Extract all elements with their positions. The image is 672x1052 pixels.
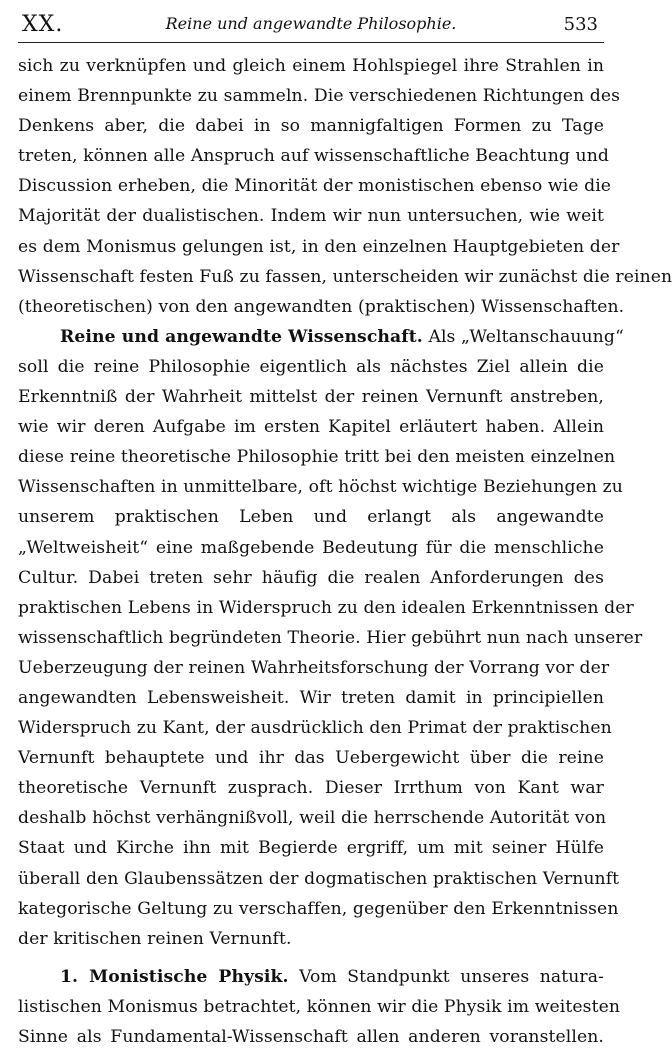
text-line: praktischen Lebens in Widerspruch zu den idealen Erkenntnissen der (18, 597, 634, 618)
text-line: Erkenntniß der Wahrheit mittelst der reinen Vernunft anstreben, (18, 387, 604, 408)
text-line: Wissenschaften in unmittelbare, oft höchst wichtige Beziehungen zu (18, 477, 623, 498)
running-header (18, 8, 604, 43)
text-line: diese reine theoretische Philosophie tritt bei den meisten einzelnen (18, 447, 616, 468)
section-first-line (18, 962, 604, 992)
text-line: Denkens aber, die dabei in so mannigfaltigen Formen zu Tage (18, 116, 604, 137)
paragraph-monistic-physics (18, 962, 621, 1052)
text-fragment: Vom Standpunkt unseres natura- (299, 966, 604, 987)
text-line: treten, können alle Anspruch auf wissenschaftliche Beachtung und (18, 146, 609, 167)
text-line: angewandten Lebensweisheit. Wir treten damit in principiellen (18, 687, 604, 708)
text-line: kategorische Geltung zu verschaffen, gegenüber den Erkenntnissen (18, 898, 619, 919)
text-line: unserem praktischen Leben und erlangt als angewandte (18, 507, 604, 528)
text-fragment: Als „Weltanschauung“ (428, 326, 624, 347)
text-line: Discussion erheben, die Minorität der monistischen ebenso wie die (18, 176, 612, 197)
text-line: Sinne als Fundamental-Wissenschaft allen anderen voranstellen. (18, 1027, 604, 1047)
text-line: Staat und Kirche ihn mit Begierde ergriff, um mit seiner Hülfe (18, 838, 604, 859)
text-line: Wissenschaft festen Fuß zu fassen, unterscheiden wir zunächst die reinen (18, 266, 672, 287)
text-line: Widerspruch zu Kant, der ausdrücklich den Primat der praktischen (18, 718, 612, 739)
text-line: Ueberzeugung der reinen Wahrheitsforschung der Vorrang vor der (18, 657, 610, 678)
text-line: Cultur. Dabei treten sehr häufig die realen Anforderungen des (18, 567, 604, 588)
text-line: überall den Glaubenssätzen der dogmatischen praktischen Vernunft (18, 868, 620, 889)
text-line: Majorität der dualistischen. Indem wir nun untersuchen, wie weit (18, 206, 604, 227)
text-line: soll die reine Philosophie eigentlich als nächstes Ziel allein die (18, 356, 604, 377)
text-line: wissenschaftlich begründeten Theorie. Hier gebührt nun nach unserer (18, 627, 643, 648)
section-heading: Reine und angewandte Wissenschaft. (60, 326, 423, 347)
text-line: wie wir deren Aufgabe im ersten Kapitel erläutert haben. Allein (18, 417, 604, 438)
text-line: deshalb höchst verhängnißvoll, weil die herrschende Autorität von (18, 808, 607, 829)
section-first-line (18, 322, 624, 352)
chapter-number: XX. (22, 12, 64, 37)
text-line: listischen Monismus betrachtet, können wir die Physik im weitesten (18, 996, 621, 1017)
paragraph-pure-applied-science (18, 322, 643, 954)
section-heading: 1. Monistische Physik. (60, 966, 289, 987)
page-number: 533 (563, 14, 598, 35)
text-line: einem Brennpunkte zu sammeln. Die verschiedenen Richtungen des (18, 86, 621, 107)
running-title: Reine und angewandte Philosophie. (165, 14, 457, 33)
paragraph-intro (18, 51, 672, 322)
text-line: sich zu verknüpfen und gleich einem Hohlspiegel ihre Strahlen in (18, 56, 604, 76)
text-line: theoretische Vernunft zusprach. Dieser Irrthum von Kant war (18, 778, 604, 799)
text-line: „Weltweisheit“ eine maßgebende Bedeutung für die menschliche (18, 537, 604, 558)
text-line: es dem Monismus gelungen ist, in den einzelnen Hauptgebieten der (18, 236, 620, 257)
text-line: (theoretischen) von den angewandten (praktischen) Wissenschaften. (18, 296, 625, 317)
text-line: Vernunft behauptete und ihr das Uebergewicht über die reine (18, 748, 604, 769)
text-line: der kritischen reinen Vernunft. (18, 928, 292, 949)
